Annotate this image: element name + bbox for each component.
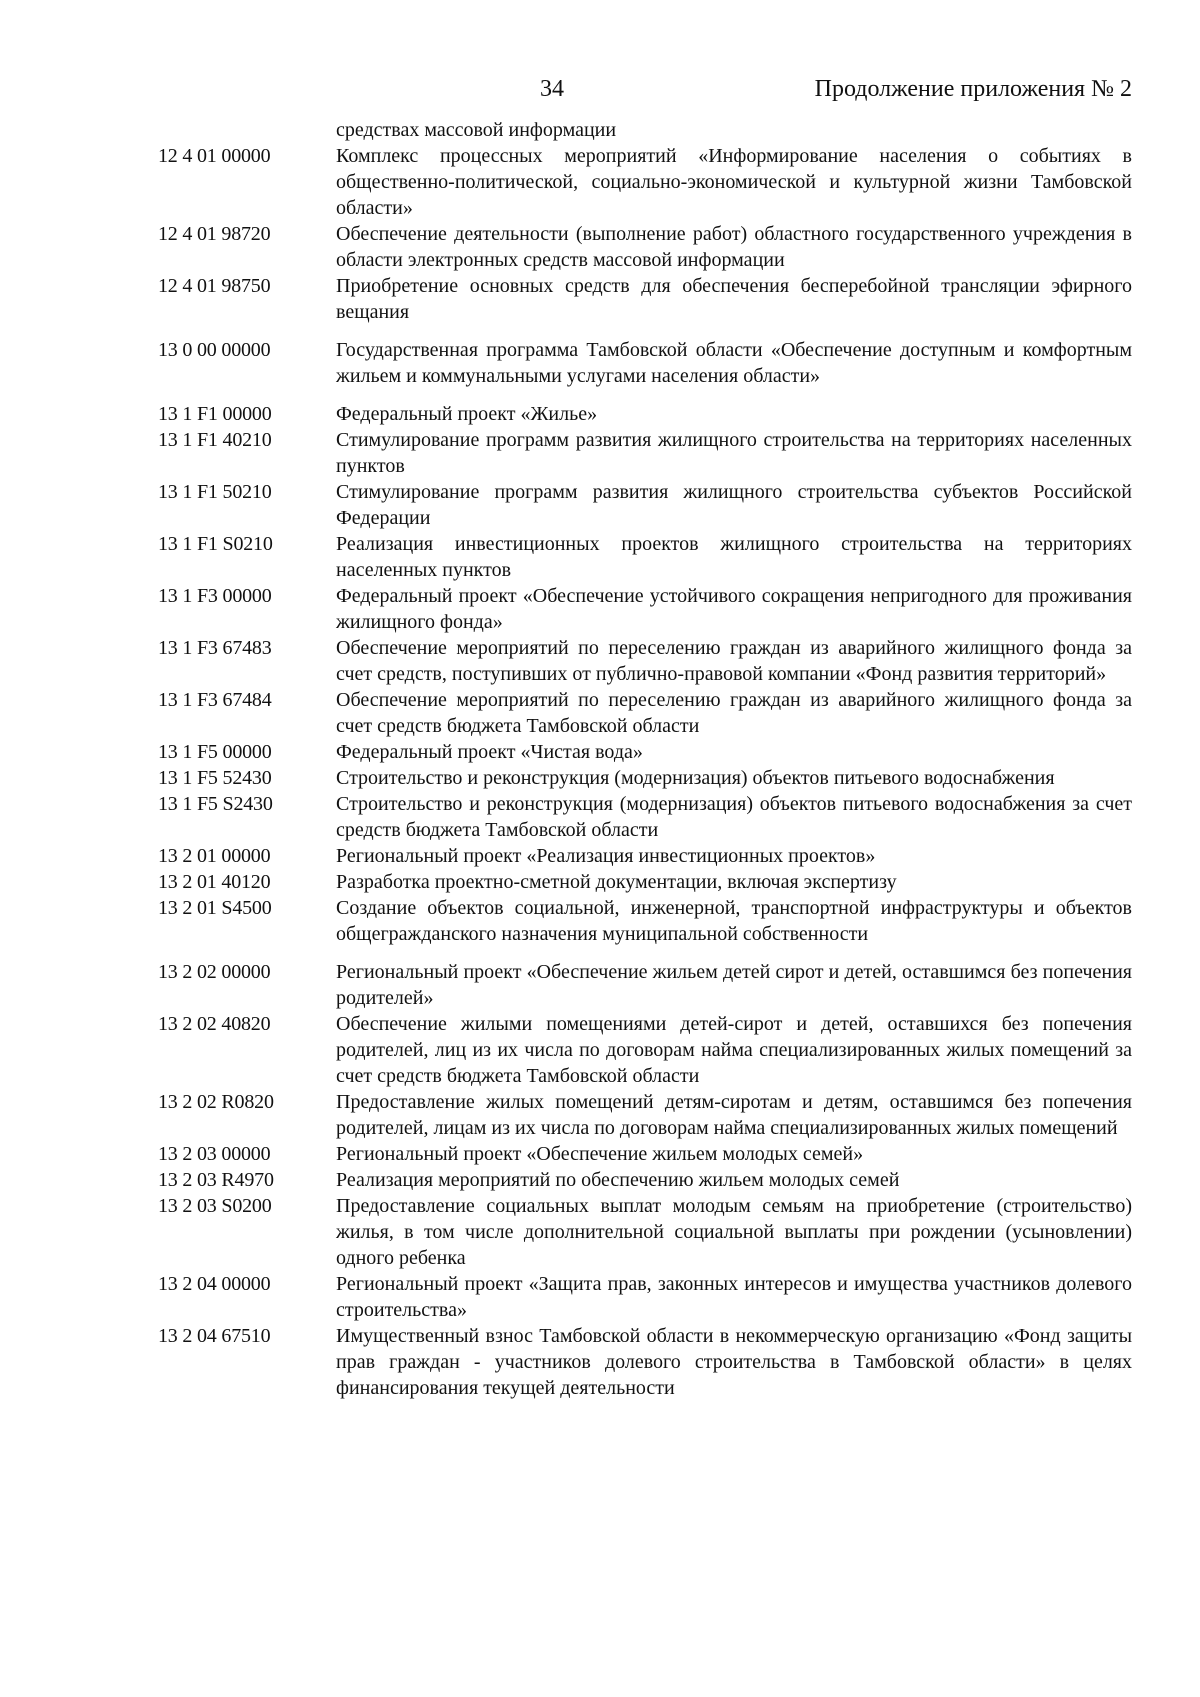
entry-code: 13 2 02 R0820	[158, 1091, 274, 1113]
entry-code: 12 4 01 98750	[158, 275, 271, 297]
list-item	[158, 427, 1132, 479]
entry-text: Региональный проект «Реализация инвестиционных проектов»	[336, 845, 876, 867]
entry-text: Приобретение основных средств для обеспечения бесперебойной трансляции эфирного вещания	[336, 275, 1132, 323]
list-item	[158, 895, 1132, 947]
entry-code: 13 1 F5 00000	[158, 741, 272, 763]
list-item	[158, 1089, 1132, 1141]
list-item	[158, 1193, 1132, 1271]
entry-text: Обеспечение жилыми помещениями детей-сирот и детей, оставшихся без попечения родителей, лиц из их числа по договорам найма специализированных жилых помещений за счет средств бюджета Тамбовской области	[336, 1013, 1132, 1087]
entry-code: 13 2 03 R4970	[158, 1169, 274, 1191]
entry-code: 13 2 02 40820	[158, 1013, 271, 1035]
list-item	[158, 765, 1132, 791]
entry-text: Строительство и реконструкция (модернизация) объектов питьевого водоснабжения за счет средств бюджета Тамбовской области	[336, 793, 1132, 841]
entry-code: 13 2 02 00000	[158, 961, 271, 983]
entry-code: 13 1 F3 67483	[158, 637, 272, 659]
entry-text: Федеральный проект «Чистая вода»	[336, 741, 643, 763]
entry-code: 13 1 F3 00000	[158, 585, 272, 607]
entry-code: 13 2 01 S4500	[158, 897, 272, 919]
entry-code: 13 1 F1 50210	[158, 481, 272, 503]
entry-text: Стимулирование программ развития жилищного строительства на территориях населенных пунктов	[336, 429, 1132, 477]
entry-text: Предоставление жилых помещений детям-сиротам и детям, оставшимся без попечения родителей, лицам из их числа по договорам найма специализированных жилых помещений	[336, 1091, 1132, 1139]
list-item	[158, 1167, 1132, 1193]
entry-text: Федеральный проект «Обеспечение устойчивого сокращения непригодного для проживания жилищного фонда»	[336, 585, 1132, 633]
entry-code: 12 4 01 00000	[158, 145, 271, 167]
list-item	[158, 687, 1132, 739]
list-item	[158, 1323, 1132, 1401]
entry-text: Реализация инвестиционных проектов жилищного строительства на территориях населенных пунктов	[336, 533, 1132, 581]
entry-text: Обеспечение мероприятий по переселению граждан из аварийного жилищного фонда за счет средств бюджета Тамбовской области	[336, 689, 1132, 737]
entry-code: 13 0 00 00000	[158, 339, 271, 361]
entry-text: Региональный проект «Обеспечение жильем детей сирот и детей, оставшимся без попечения родителей»	[336, 961, 1132, 1009]
list-item	[158, 791, 1132, 843]
entry-code: 13 2 01 40120	[158, 871, 271, 893]
entry-code: 13 2 04 67510	[158, 1325, 271, 1347]
entry-code: 13 1 F5 S2430	[158, 793, 273, 815]
entry-text: Обеспечение деятельности (выполнение работ) областного государственного учреждения в области электронных средств массовой информации	[336, 223, 1132, 271]
entry-code: 12 4 01 98720	[158, 223, 271, 245]
list-item	[158, 479, 1132, 531]
entry-code: 13 2 03 00000	[158, 1143, 271, 1165]
entry-text: Региональный проект «Обеспечение жильем молодых семей»	[336, 1143, 864, 1165]
list-item	[158, 739, 1132, 765]
list-item	[158, 959, 1132, 1011]
entry-text: Федеральный проект «Жилье»	[336, 403, 598, 425]
list-item	[158, 869, 1132, 895]
list-item	[158, 401, 1132, 427]
list-item	[158, 635, 1132, 687]
list-item	[158, 337, 1132, 389]
entry-text: Предоставление социальных выплат молодым семьям на приобретение (строительство) жилья, в том числе дополнительной социальной выплаты при рождении (усыновлении) одного ребенка	[336, 1195, 1132, 1269]
entry-text: Комплекс процессных мероприятий «Информирование населения о событиях в общественно-политической, социально-экономической и культурной жизни Тамбовской области»	[336, 145, 1132, 219]
list-item	[158, 531, 1132, 583]
list-item	[158, 1141, 1132, 1167]
entry-code: 13 1 F1 S0210	[158, 533, 273, 555]
classification-list	[158, 117, 1132, 1401]
entry-code: 13 1 F1 00000	[158, 403, 272, 425]
entry-text: Строительство и реконструкция (модернизация) объектов питьевого водоснабжения	[336, 767, 1055, 789]
entry-code: 13 2 01 00000	[158, 845, 271, 867]
entry-text: Стимулирование программ развития жилищного строительства субъектов Российской Федерации	[336, 481, 1132, 529]
page-number: 34	[540, 76, 564, 102]
list-item	[158, 221, 1132, 273]
list-item	[158, 583, 1132, 635]
entry-text: Разработка проектно-сметной документации, включая экспертизу	[336, 871, 897, 893]
list-item	[158, 273, 1132, 325]
list-item	[158, 143, 1132, 221]
list-item	[158, 1011, 1132, 1089]
entry-code: 13 2 03 S0200	[158, 1195, 272, 1217]
list-item	[158, 1271, 1132, 1323]
page-caption: Продолжение приложения № 2	[814, 76, 1132, 102]
entry-code: 13 1 F1 40210	[158, 429, 272, 451]
entry-text: Региональный проект «Защита прав, законных интересов и имущества участников долевого строительства»	[336, 1273, 1132, 1321]
entry-text: Обеспечение мероприятий по переселению граждан из аварийного жилищного фонда за счет средств, поступивших от публично-правовой компании «Фонд развития территорий»	[336, 637, 1132, 685]
entry-code: 13 2 04 00000	[158, 1273, 271, 1295]
entry-text: Реализация мероприятий по обеспечению жильем молодых семей	[336, 1169, 900, 1191]
entry-code: 13 1 F5 52430	[158, 767, 272, 789]
list-item	[158, 843, 1132, 869]
entry-text: Государственная программа Тамбовской области «Обеспечение доступным и комфортным жильем и коммунальными услугами населения области»	[336, 339, 1132, 387]
entry-text: Создание объектов социальной, инженерной, транспортной инфраструктуры и объектов общегражданского назначения муниципальной собственности	[336, 897, 1132, 945]
entry-text: Имущественный взнос Тамбовской области в некоммерческую организацию «Фонд защиты прав граждан - участников долевого строительства в Тамбовской области» в целях финансирования текущей деятельности	[336, 1325, 1132, 1399]
entry-code: 13 1 F3 67484	[158, 689, 272, 711]
continuation-text: средствах массовой информации	[336, 119, 617, 141]
